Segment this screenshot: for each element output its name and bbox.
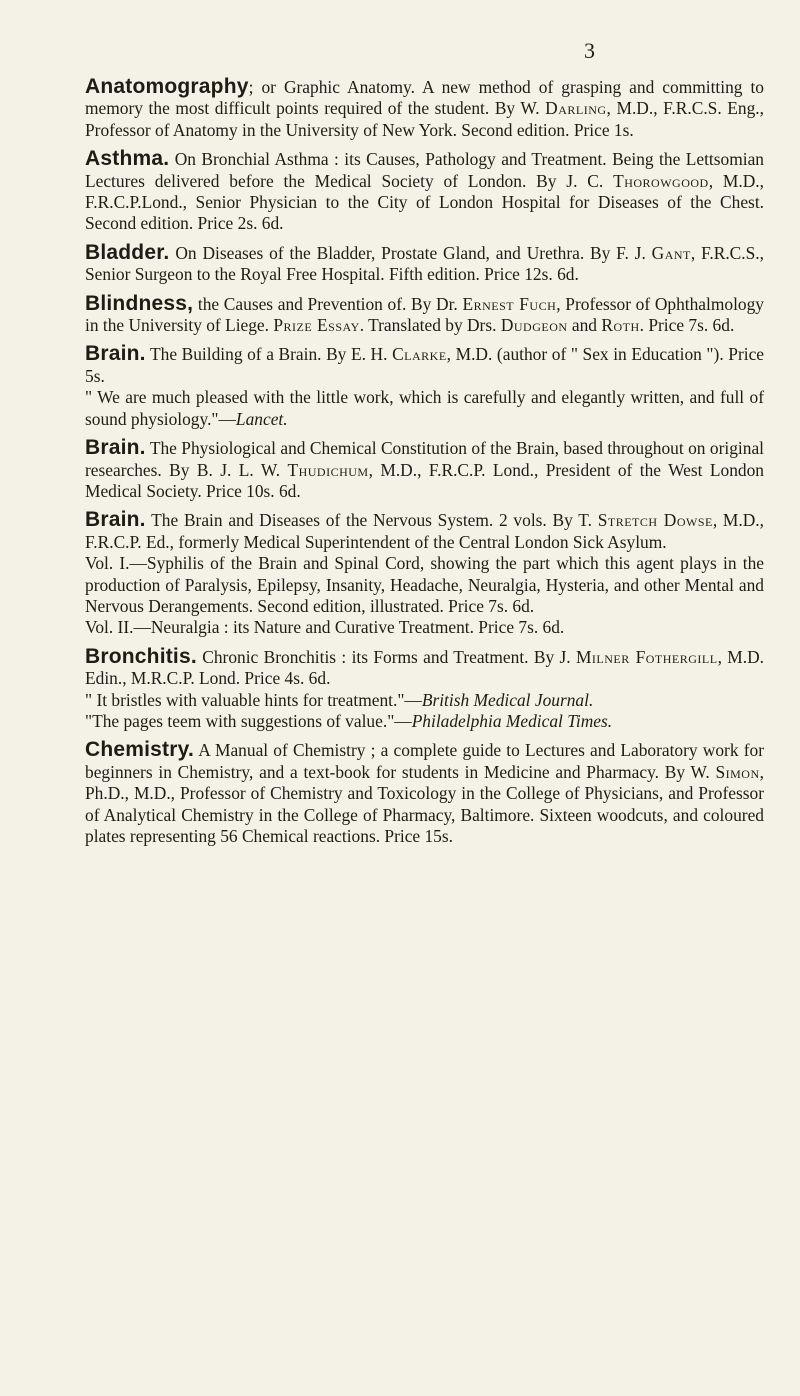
author-name: Thorowgood: [613, 170, 709, 191]
entry-text: , M.D. Edin., M.R.C.P. Lond. Price 4s. 6d.: [85, 646, 764, 689]
author-name: Roth: [601, 315, 640, 336]
entry-heading: Anatomography: [85, 75, 249, 98]
catalogue-entry: [85, 242, 764, 286]
entry-text: "The pages teem with suggestions of value."—: [85, 710, 412, 731]
entry-description: [85, 293, 764, 337]
author-name: Darling: [545, 98, 607, 119]
author-name: Clarke: [392, 344, 447, 365]
author-name: Gant: [651, 242, 691, 263]
catalogue-entry: [85, 343, 764, 430]
entry-description: [85, 646, 764, 690]
entry-heading: Chemistry.: [85, 738, 194, 762]
author-name: Simon: [715, 761, 760, 782]
catalogue-entries: [85, 76, 764, 847]
entry-description: [85, 76, 764, 141]
entry-text: " It bristles with valuable hints for treatment."—: [85, 689, 422, 710]
entry-heading: Brain.: [85, 508, 146, 532]
author-name: Thudichum: [287, 459, 369, 480]
entry-heading: Brain.: [85, 436, 146, 460]
entry-text: , M.D., F.R.C.P. Ed., formerly Medical Superintendent of the Central London Sick Asylum.: [85, 510, 764, 552]
entry-text: , F.R.C.S., Senior Surgeon to the Royal Free Hospital. Fifth edition. Price 12s. 6d.: [85, 242, 764, 285]
entry-text: A Manual of Chemistry ; a complete guide to Lectures and Laboratory work for beginners in Chemistry, and a text-book for students in Medicine and Pharmacy. By W.: [85, 740, 764, 782]
entry-text: On Diseases of the Bladder, Prostate Gland, and Urethra. By F. J.: [169, 242, 652, 263]
entry-text: , M.D., F.R.C.P.Lond., Senior Physician to the City of London Hospital for Diseases of the Chest. Second edition. Price 2s. 6d.: [85, 170, 764, 234]
entry-heading: Bladder.: [85, 240, 170, 264]
entry-heading: Blindness,: [85, 291, 194, 315]
entry-text: ; or Graphic Anatomy. A new method of grasping and committing to memory the most difficult points required of the student. By W.: [85, 77, 764, 119]
entry-text: The Brain and Diseases of the Nervous System. 2 vols. By T.: [145, 510, 598, 531]
entry-text: , Ph.D., M.D., Professor of Chemistry and Toxicology in the College of Physicians, and Professor of Analytical Chemistry in the College of Pharmacy, Baltimore. Sixteen woodcuts, and coloured plates representing 56 Chemical reactions. Price 15s.: [85, 761, 764, 846]
entry-quote: [85, 553, 764, 617]
entry-description: [85, 148, 764, 235]
entry-description: [85, 739, 764, 847]
author-name: Dudgeon: [500, 315, 568, 336]
entry-heading: Asthma.: [85, 147, 170, 171]
catalogue-entry: [85, 293, 764, 337]
entry-quote: [85, 711, 764, 732]
source-citation: Philadelphia Medical Times.: [411, 710, 613, 731]
entry-text: " We are much pleased with the little work, which is carefully and elegantly written, and full of sound physiology."—: [85, 387, 764, 429]
entry-description: [85, 509, 764, 553]
entry-text: The Physiological and Chemical Constitution of the Brain, based throughout on original researches. By B. J. L. W.: [85, 438, 764, 480]
entry-text: , M.D., F.R.C.S. Eng., Professor of Anatomy in the University of New York. Second edition. Price 1s.: [85, 98, 764, 140]
entry-text: the Causes and Prevention of. By Dr.: [193, 293, 463, 314]
entry-description: [85, 343, 764, 387]
entry-text: , M.D., F.R.C.P. Lond., President of the West London Medical Society. Price 10s. 6d.: [85, 459, 764, 501]
entry-description: [85, 437, 764, 502]
author-name: Ernest Fuch: [462, 293, 557, 314]
entry-text: , M.D. (author of " Sex in Education "). Price 5s.: [85, 344, 765, 386]
entry-description: [85, 242, 764, 286]
entry-text: , Professor of Ophthalmology in the University of Liege.: [85, 293, 764, 336]
entry-quote: [85, 690, 764, 711]
source-citation: British Medical Journal.: [421, 689, 594, 710]
catalogue-entry: [85, 739, 764, 847]
catalogue-entry: [85, 437, 764, 502]
entry-text: and: [567, 315, 602, 336]
entry-text: The Building of a Brain. By E. H.: [145, 344, 393, 365]
entry-text: . Price 7s. 6d.: [639, 315, 735, 336]
author-name: Milner Fothergill: [575, 646, 718, 667]
entry-heading: Bronchitis.: [85, 644, 197, 668]
source-citation: Lancet.: [235, 408, 288, 429]
entry-text: Vol. I.—Syphilis of the Brain and Spinal Cord, showing the part which this agent plays in the production of Paralysis, Epilepsy, Insanity, Headache, Neuralgia, Hysteria, and other Mental and Nervous Derangements. Second edition, illustrated. Price 7s. 6d.: [85, 553, 764, 616]
catalogue-entry: [85, 148, 764, 235]
entry-quote: [85, 387, 764, 430]
author-name: Prize Essay: [273, 315, 360, 336]
catalogue-entry: [85, 76, 764, 141]
author-name: Stretch Dowse: [597, 510, 713, 531]
entry-quote: [85, 617, 764, 638]
entry-heading: Brain.: [85, 342, 146, 366]
entry-text: On Bronchial Asthma : its Causes, Pathology and Treatment. Being the Lettsomian Lectures delivered before the Medical Society of London. By J. C.: [85, 149, 764, 191]
entry-text: . Translated by Drs.: [359, 315, 501, 336]
catalogue-entry: [85, 646, 764, 733]
entry-text: Vol. II.—Neuralgia : its Nature and Curative Treatment. Price 7s. 6d.: [85, 617, 565, 638]
catalogue-entry: [85, 509, 764, 638]
page-number: 3: [584, 38, 595, 63]
entry-text: Chronic Bronchitis : its Forms and Treatment. By J.: [196, 646, 576, 667]
